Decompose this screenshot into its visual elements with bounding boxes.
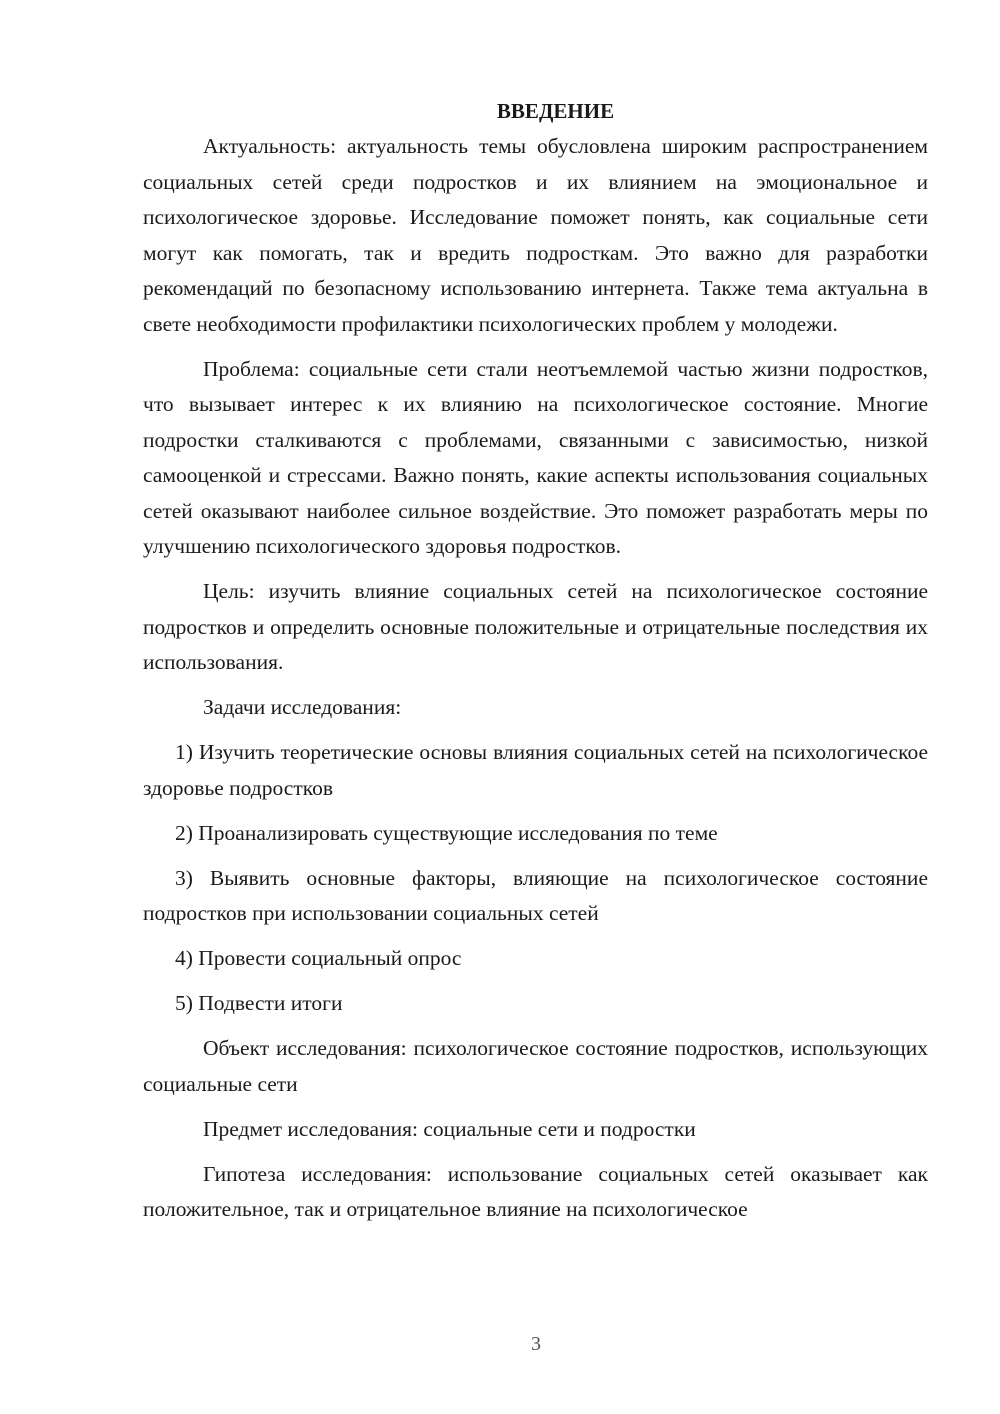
task-item-2: 2) Проанализировать существующие исследования по теме xyxy=(175,820,718,845)
paragraph-subject: Предмет исследования: социальные сети и подростки xyxy=(203,1116,696,1141)
paragraph-tasks-heading: Задачи исследования: xyxy=(203,695,402,719)
task-item-4: 4) Провести социальный опрос xyxy=(175,946,462,970)
paragraph-hypothesis: Гипотеза исследования: использование социальных сетей оказывает как положительное, так и отрицательное влияние на психологическое xyxy=(143,1161,928,1221)
task-item-5: 5) Подвести итоги xyxy=(175,991,343,1015)
section-title: ВВЕДЕНИЕ xyxy=(496,99,615,123)
paragraph-object: Объект исследования: психологическое состояние подростков, использующих социальные сети xyxy=(143,1036,928,1096)
document-page xyxy=(143,94,928,1237)
task-item-3: 3) Выявить основные факторы, влияющие на психологическое состояние подростков при использовании социальных сетей xyxy=(143,865,928,925)
page-number: 3 xyxy=(531,1333,541,1355)
paragraph-goal: Цель: изучить влияние социальных сетей на психологическое состояние подростков и определить основные положительные и отрицательные последствия их использования. xyxy=(143,579,928,674)
paragraph-problem: Проблема: социальные сети стали неотъемлемой частью жизни подростков, что вызывает интерес к их влиянию на психологическое состояние. Многие подростки сталкиваются с проблемами, связанными с зависимостью, низкой самооценкой и стрессами. Важно понять, какие аспекты использования социальных сетей оказывают наиболее сильное воздействие. Это поможет разработать меры по улучшению психологического здоровья подростков. xyxy=(143,356,928,558)
paragraph-relevance: Актуальность: актуальность темы обусловлена широким распространением социальных сетей среди подростков и их влиянием на эмоциональное и психологическое здоровье. Исследование поможет понять, как социальные сети могут как помогать, так и вредить подросткам. Это важно для разработки рекомендаций по безопасному использованию интернета. Также тема актуальна в свете необходимости профилактики психологических проблем у молодежи. xyxy=(143,134,928,336)
task-item-1: 1) Изучить теоретические основы влияния социальных сетей на психологическое здоровье подростков xyxy=(143,740,928,800)
